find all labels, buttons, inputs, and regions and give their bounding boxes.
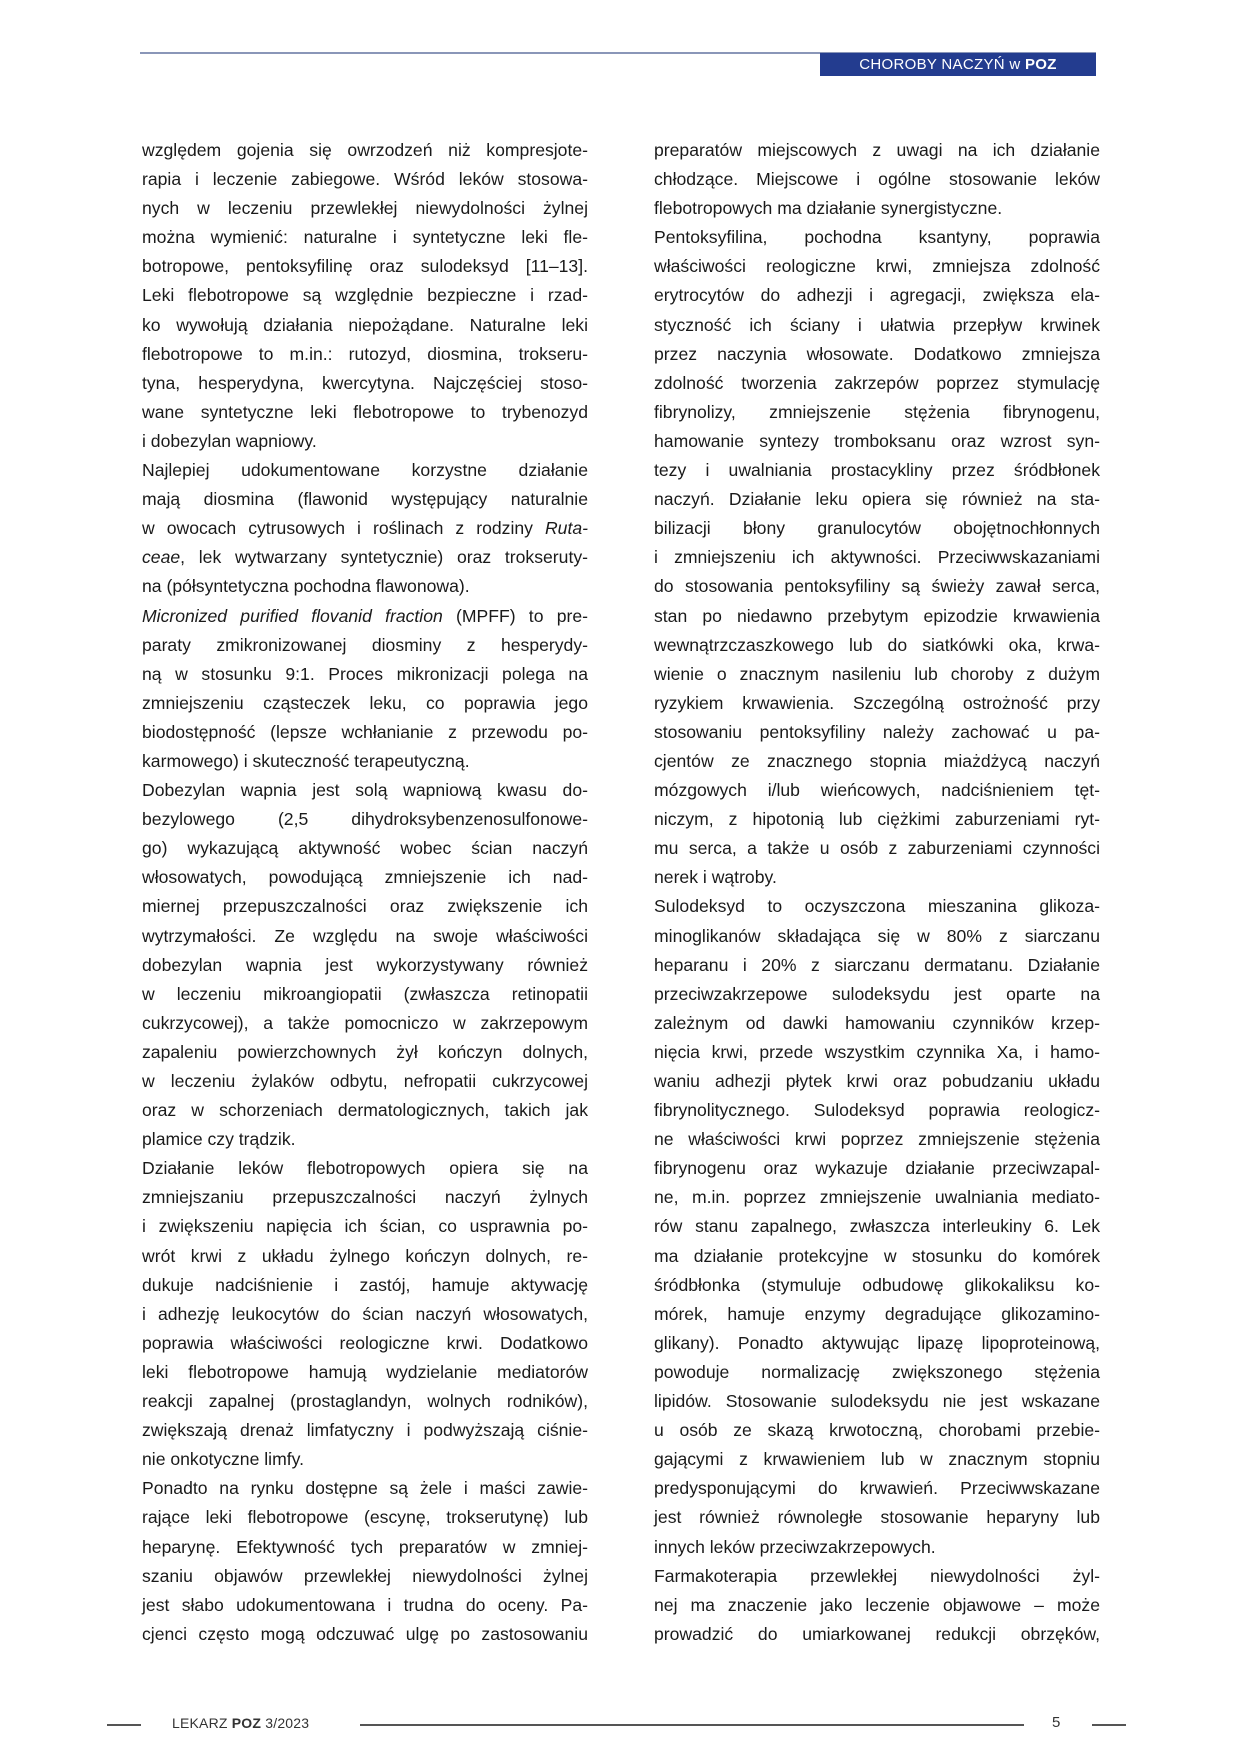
text-line: biodostępność (lepsze wchłanianie z przewodu po- <box>142 721 588 742</box>
text-line: wewnątrzczaszkowego lub do siatkówki oka, krwa- <box>654 634 1100 655</box>
text-line: mórek, hamuje enzymy degradujące glikozamino- <box>654 1303 1100 1324</box>
text-line: jest słabo udokumentowana i trudna do oceny. Pa- <box>142 1594 588 1615</box>
text-line: plamice czy trądzik. <box>142 1129 296 1150</box>
italic-term: ceae <box>142 547 181 568</box>
text-line: heparynę. Efektywność tych preparatów w zmniej- <box>142 1536 588 1557</box>
text-line: oraz w schorzeniach dermatologicznych, takich jak <box>142 1100 588 1121</box>
text-line: u osób ze skazą krwotoczną, chorobami przebie- <box>654 1420 1100 1441</box>
right-column <box>654 136 1100 1649</box>
text-line: włosowatych, powodującą zmniejszenie ich nad- <box>142 867 588 888</box>
text-line: niczym, z hipotonią lub ciężkimi zaburzeniami ryt- <box>654 809 1100 830</box>
footer-rule-left <box>107 1724 141 1726</box>
text-line: i adhezję leukocytów do ścian naczyń włosowatych, <box>142 1303 588 1324</box>
section-brand: POZ <box>1024 56 1057 73</box>
text-line: glikany). Ponadto aktywując lipazę lipoproteinową, <box>654 1332 1100 1353</box>
text-line: zmniejszeniu cząsteczek leku, co poprawia jego <box>142 692 588 713</box>
journal-title <box>172 1715 309 1731</box>
text-line: wienie o znacznym nasileniu lub choroby z dużym <box>654 663 1100 684</box>
text-line: wytrzymałości. Ze względu na swoje właściwości <box>142 925 588 946</box>
text-line: i zmniejszeniu ich aktywności. Przeciwwskazaniami <box>654 547 1100 568</box>
text-line: gającymi z krwawieniem lub w znacznym stopniu <box>654 1449 1100 1470</box>
text-line: powoduje normalizację zwiększonego stężenia <box>654 1361 1100 1382</box>
text-line: fibrynogenu oraz wykazuje działanie przeciwzapal- <box>654 1158 1100 1179</box>
left-column <box>142 136 588 1649</box>
text-line: chłodzące. Miejscowe i ogólne stosowanie leków <box>654 169 1100 190</box>
text-line: hamowanie syntezy tromboksanu oraz wzrost syn- <box>654 430 1100 451</box>
text-line: predysponującymi do krwawień. Przeciwwskazane <box>654 1478 1100 1499</box>
section-title: CHOROBY NACZYŃ w <box>859 56 1025 73</box>
text-line: i zwiększeniu napięcia ich ścian, co usprawnia po- <box>142 1216 588 1237</box>
text-line: leki flebotropowe hamują wydzielanie mediatorów <box>142 1361 588 1382</box>
text-line: ma działanie protekcyjne w stosunku do komórek <box>654 1245 1100 1266</box>
text-line: nej ma znaczenie jako leczenie objawowe – może <box>654 1594 1100 1615</box>
text-line: Sulodeksyd to oczyszczona mieszanina glikoza- <box>654 896 1100 917</box>
text-line: poprawia właściwości reologiczne krwi. Dodatkowo <box>142 1332 588 1353</box>
text-line <box>142 602 588 631</box>
page-number: 5 <box>1052 1714 1061 1731</box>
text-line: zwiększają drenaż limfatyczny i podwyższają ciśnie- <box>142 1420 588 1441</box>
text-line: dukuje nadciśnienie i zastój, hamuje aktywację <box>142 1274 588 1295</box>
italic-term: Ruta- <box>544 518 588 539</box>
text-line: właściwości reologiczne krwi, zmniejsza zdolność <box>654 256 1100 277</box>
text-line <box>142 514 588 543</box>
text-line: fibrynolitycznego. Sulodeksyd poprawia reologicz- <box>654 1100 1100 1121</box>
text-line: przez naczynia włosowate. Dodatkowo zmniejsza <box>654 343 1100 364</box>
text-line: w leczeniu mikroangiopatii (zwłaszcza retinopatii <box>142 983 588 1004</box>
text-line: Dobezylan wapnia jest solą wapniową kwasu do- <box>142 780 588 801</box>
text-line: botropowe, pentoksyfilinę oraz sulodeksyd [11–13]. <box>142 256 588 277</box>
text-line: stosowaniu pentoksyfiliny należy zachować u pa- <box>654 721 1100 742</box>
text-line: zmniejszaniu przepuszczalności naczyń żylnych <box>142 1187 588 1208</box>
text-line: karmowego) i skuteczność terapeutyczną. <box>142 750 470 771</box>
text-line: Najlepiej udokumentowane korzystne działanie <box>142 460 588 481</box>
text-line: nie onkotyczne limfy. <box>142 1449 304 1470</box>
text-line: w leczeniu żylaków odbytu, nefropatii cukrzycowej <box>142 1071 588 1091</box>
text-line: śródbłonka (stymuluje odbudowę glikokaliksu ko- <box>654 1274 1100 1295</box>
text-line: paraty zmikronizowanej diosminy z hesperydy- <box>142 634 588 655</box>
text-line: ną w stosunku 9:1. Proces mikronizacji polega na <box>142 663 588 684</box>
text-line: szaniu objawów przewlekłej niewydolności żylnej <box>142 1565 588 1586</box>
text-line: bezylowego (2,5 dihydroksybenzenosulfonowe- <box>142 809 588 830</box>
journal-brand: POZ <box>231 1715 262 1731</box>
text-line: lipidów. Stosowanie sulodeksydu nie jest wskazane <box>654 1391 1100 1412</box>
text-line: nięcia krwi, przede wszystkim czynnika Xa, i hamo- <box>654 1041 1100 1062</box>
text-line: względem gojenia się owrzodzeń niż kompresjote- <box>142 140 588 160</box>
text-line: ne właściwości krwi poprzez zmniejszenie stężenia <box>654 1129 1100 1150</box>
text-line: jest również równoległe stosowanie heparyny lub <box>654 1507 1100 1528</box>
text-line <box>142 543 588 572</box>
text-line: cjenci często mogą odczuwać ulgę po zastosowaniu <box>142 1623 588 1644</box>
text-line: tyna, hesperydyna, kwercytyna. Najczęściej stoso- <box>142 372 588 393</box>
text-line: rapia i leczenie zabiegowe. Wśród leków stosowa- <box>142 169 588 190</box>
text-line: innych leków przeciwzakrzepowych. <box>654 1536 936 1557</box>
text-line: naczyń. Działanie leku opiera się również na sta- <box>654 489 1100 510</box>
text-line: reakcji zapalnej (prostaglandyn, wolnych rodników), <box>142 1391 588 1412</box>
text-line: minoglikanów składająca się w 80% z siarczanu <box>654 925 1100 946</box>
text-line: heparanu i 20% z siarczanu dermatanu. Działanie <box>654 954 1100 975</box>
text-line: fibrynolizy, zmniejszenie stężenia fibrynogenu, <box>654 401 1100 422</box>
text-line: na (półsyntetyczna pochodna flawonowa). <box>142 576 470 597</box>
text-line: ryzykiem krwawienia. Szczególną ostrożność przy <box>654 692 1100 713</box>
text-line: dobezylan wapnia jest wykorzystywany również <box>142 954 588 975</box>
text-line: bilizacji błony granulocytów obojętnochłonnych <box>654 518 1100 539</box>
text-line: waniu adhezji płytek krwi oraz pobudzaniu układu <box>654 1071 1100 1091</box>
text-line: mózgowych i/lub wieńcowych, nadciśnieniem tęt- <box>654 780 1100 801</box>
text-line: przeciwzakrzepowe sulodeksydu jest oparte na <box>654 983 1100 1004</box>
text-line: Pentoksyfilina, pochodna ksantyny, poprawia <box>654 227 1100 248</box>
text-line: Działanie leków flebotropowych opiera się na <box>142 1158 588 1179</box>
text-segment: , lek wytwarzany syntetycznie) oraz trokseruty- <box>180 547 588 568</box>
text-line: rające leki flebotropowe (escynę, trokserutynę) lub <box>142 1507 588 1528</box>
italic-term: Micronized purified flovanid fraction <box>142 605 443 626</box>
text-line: styczność ich ściany i ułatwia przepływ krwinek <box>654 314 1100 335</box>
page-footer <box>0 1714 1241 1734</box>
text-line: mu serca, a także u osób z zaburzeniami czynności <box>654 838 1100 859</box>
text-line: preparatów miejscowych z uwagi na ich działanie <box>654 140 1100 160</box>
text-line: Ponadto na rynku dostępne są żele i maści zawie- <box>142 1478 588 1499</box>
text-line: zdolność tworzenia zakrzepów poprzez stymulację <box>654 372 1100 393</box>
text-line: można wymienić: naturalne i syntetyczne leki fle- <box>142 227 588 248</box>
text-line: flebotropowych ma działanie synergistyczne. <box>654 198 1003 219</box>
text-line: mają diosmina (flawonid występujący naturalnie <box>142 489 588 510</box>
footer-rule-right <box>1092 1724 1126 1726</box>
text-line: Leki flebotropowe są względnie bezpieczne i rzad- <box>142 285 588 306</box>
text-line: nerek i wątroby. <box>654 867 777 888</box>
journal-name: LEKARZ <box>172 1715 232 1731</box>
text-segment: (MPFF) to pre- <box>442 605 588 626</box>
text-segment: w owocach cytrusowych i roślinach z rodziny <box>142 518 545 539</box>
text-line: prowadzić do umiarkowanej redukcji obrzęków, <box>654 1623 1100 1644</box>
text-line: erytrocytów do adhezji i agregacji, zwiększa ela- <box>654 285 1100 306</box>
text-line: do stosowania pentoksyfiliny są świeży zawał serca, <box>654 576 1100 597</box>
text-line: wane syntetyczne leki flebotropowe to trybenozyd <box>142 401 588 422</box>
text-line: nych w leczeniu przewlekłej niewydolności żylnej <box>142 198 588 219</box>
section-header-badge <box>820 53 1096 76</box>
text-line: stan po niedawno przebytym epizodzie krwawienia <box>654 605 1100 626</box>
text-line: cjentów ze znacznego stopnia miażdżycą naczyń <box>654 750 1100 771</box>
text-line: i dobezylan wapniowy. <box>142 430 317 451</box>
text-line: zapaleniu powierzchownych żył kończyn dolnych, <box>142 1041 588 1062</box>
text-line: ko wywołują działania niepożądane. Naturalne leki <box>142 314 588 335</box>
text-line: rów stanu zapalnego, zwłaszcza interleukiny 6. Lek <box>654 1216 1100 1237</box>
text-line: zależnym od dawki hamowaniu czynników krzep- <box>654 1012 1100 1033</box>
footer-rule-middle <box>360 1724 1024 1726</box>
journal-issue: 3/2023 <box>261 1715 310 1731</box>
text-line: miernej przepuszczalności oraz zwiększenie ich <box>142 896 588 917</box>
text-line: tezy i uwalniania prostacykliny przez śródbłonek <box>654 460 1100 481</box>
text-line: go) wykazującą aktywność wobec ścian naczyń <box>142 838 588 859</box>
text-line: cukrzycowej), a także pomocniczo w zakrzepowym <box>142 1012 588 1033</box>
text-line: wrót krwi z układu żylnego kończyn dolnych, re- <box>142 1245 588 1266</box>
text-line: flebotropowe to m.in.: rutozyd, diosmina, trokseru- <box>142 343 588 364</box>
text-line: ne, m.in. poprzez zmniejszenie uwalniania mediato- <box>654 1187 1100 1208</box>
text-line: Farmakoterapia przewlekłej niewydolności żyl- <box>654 1565 1100 1586</box>
